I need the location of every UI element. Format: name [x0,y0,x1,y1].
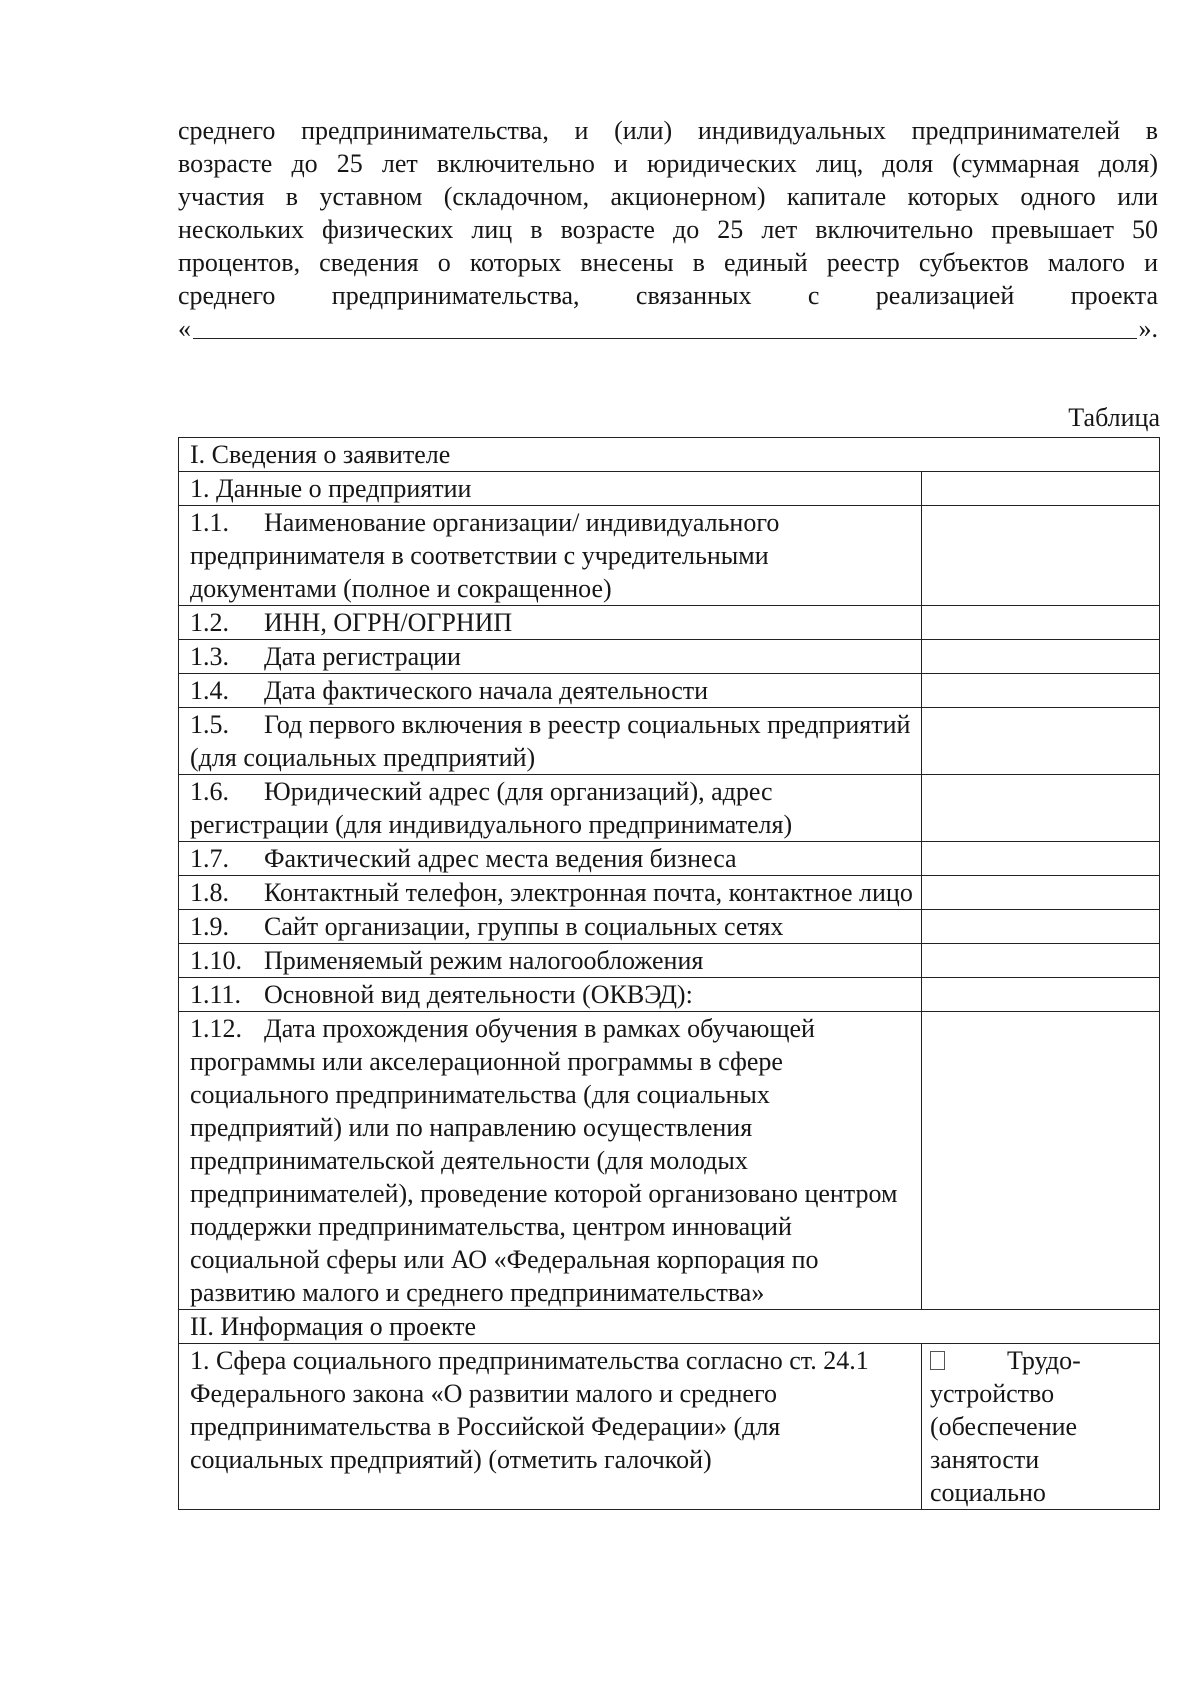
value-cell[interactable] [922,708,1160,775]
table-row [179,910,1160,944]
value-cell[interactable] [922,775,1160,842]
value-cell[interactable] [922,506,1160,606]
table-row [179,944,1160,978]
row-text: Дата регистрации [264,642,461,671]
table-row [179,640,1160,674]
row-text: ИНН, ОГРН/ОГРНИП [264,608,513,637]
field-label-cell [179,506,922,606]
table-row [179,978,1160,1012]
section-heading: I. Сведения о заявителе [179,438,1160,472]
row-text: Юридический адрес (для организаций), адрес регистрации (для индивидуального предпринимателя) [190,777,793,839]
table-row [179,775,1160,842]
intro-line: нескольких физических лиц в возрасте до 25 лет включительно превышает 50 [178,215,1158,244]
row-number: 1.12. [190,1014,242,1043]
table-row [179,1344,1160,1510]
table-row [179,506,1160,606]
project-name-blank-line [178,312,1158,345]
field-label-cell [179,910,922,944]
intro-line: среднего предпринимательства, связанных с реализацией проекта [178,281,1158,310]
row-text: Наименование организации/ индивидуального предпринимателя в соответствии с учредительными документами (полное и сокращенное) [190,508,780,603]
field-label-cell [179,674,922,708]
value-cell[interactable] [922,674,1160,708]
value-cell[interactable] [922,944,1160,978]
field-label-cell [179,944,922,978]
intro-line: участия в уставном (складочном, акционерном) капитале которых одного или [178,182,1158,211]
table-row [179,674,1160,708]
value-cell[interactable] [922,1012,1160,1310]
table-row [179,438,1160,472]
field-label-cell [179,708,922,775]
row-number: 1.10. [190,946,242,975]
row-number: 1.9. [190,912,229,941]
row-number: 1.11. [190,980,242,1009]
value-cell[interactable] [922,606,1160,640]
row-text: Год первого включения в реестр социальных предприятий (для социальных предприятий) [190,710,911,772]
field-label-cell [179,640,922,674]
row-number: 1.4. [190,676,229,705]
option-cell [922,1344,1160,1510]
intro-line: процентов, сведения о которых внесены в единый реестр субъектов малого и [178,248,1158,277]
row-text: Сайт организации, группы в социальных сетях [264,912,784,941]
blank-underline[interactable] [193,338,1137,339]
quote-close: ». [1138,314,1158,343]
table-row [179,1310,1160,1344]
table-row [179,606,1160,640]
row-text: Дата прохождения обучения в рамках обучающей программы или акселерационной программы в сфере социального предпринимательства (для социальных предприятий) или по направлению осуществления предпринимательской деятельности (для молодых предпринимателей), проведение которой организовано центром поддержки предпринимательства, центром инноваций социальной сферы или АО «Федеральная корпорация по развитию малого и среднего предпринимательства» [190,1014,898,1307]
row-number: 1.5. [190,710,229,739]
table-caption: Таблица [1068,403,1160,432]
field-label-cell [179,775,922,842]
group-heading: 1. Данные о предприятии [179,472,922,506]
field-label-cell [179,978,922,1012]
row-number: 1.8. [190,878,229,907]
row-text: Контактный телефон, электронная почта, контактное лицо [264,878,913,907]
value-cell[interactable] [922,842,1160,876]
field-label-cell [179,1012,922,1310]
intro-line: среднего предпринимательства, и (или) индивидуальных предпринимателей в [178,116,1158,145]
value-cell[interactable] [922,978,1160,1012]
intro-paragraph [178,114,1158,345]
row-number: 1.6. [190,777,229,806]
row-number: 1.7. [190,844,229,873]
section-heading: II. Информация о проекте [179,1310,1160,1344]
row-number: 1.3. [190,642,229,671]
employment-checkbox[interactable] [930,1351,945,1370]
value-cell[interactable] [922,910,1160,944]
table-row [179,708,1160,775]
row-text: Применяемый режим налогообложения [264,946,704,975]
value-cell[interactable] [922,876,1160,910]
table-row [179,472,1160,506]
table-row [179,842,1160,876]
applicant-info-table [178,437,1160,1510]
row-text: Фактический адрес места ведения бизнеса [264,844,737,873]
row-text: Дата фактического начала деятельности [264,676,709,705]
field-label-cell [179,606,922,640]
field-label-cell [179,842,922,876]
table-row [179,876,1160,910]
row-number: 1.1. [190,508,229,537]
row-number: 1.2. [190,608,229,637]
project-sphere-label: 1. Сфера социального предпринимательства согласно ст. 24.1 Федерального закона «О развитии малого и среднего предпринимательства в Российской Федерации» (для социальных предприятий) (отметить галочкой) [179,1344,922,1510]
value-cell[interactable] [922,640,1160,674]
quote-open: « [178,314,191,343]
value-cell[interactable] [922,472,1160,506]
field-label-cell [179,876,922,910]
table-row [179,1012,1160,1310]
option-label: Трудо-устройство (обеспечение занятости социально [930,1346,1081,1507]
intro-line: возрасте до 25 лет включительно и юридических лиц, доля (суммарная доля) [178,149,1158,178]
row-text: Основной вид деятельности (ОКВЭД): [264,980,693,1009]
